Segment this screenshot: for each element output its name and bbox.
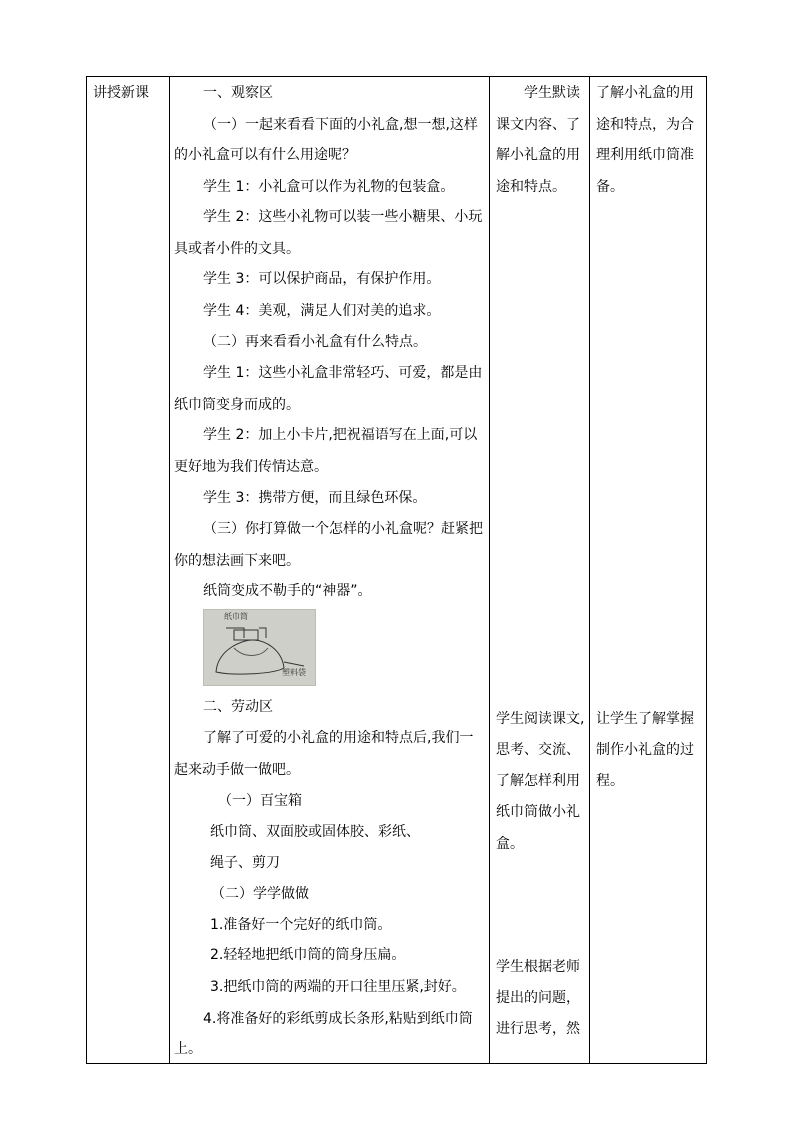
- sketch-label-top: 纸巾筒: [224, 612, 248, 621]
- activity-line: 学生默读: [524, 85, 580, 101]
- activity-line: 进行思考，然: [496, 1021, 580, 1037]
- heading-labor: 二、劳动区: [203, 699, 273, 715]
- activity-line: 纸巾筒做小礼: [496, 804, 580, 820]
- intent-line: 备。: [596, 179, 624, 195]
- paragraph: 起来动手做一做吧。: [174, 762, 300, 778]
- intent-line: 途和特点，为合: [596, 117, 694, 133]
- paragraph: 纸筒变成不勒手的“神器”。: [203, 583, 372, 599]
- sketch-label-right: 塑料袋: [282, 668, 306, 677]
- paragraph: （一）一起来看看下面的小礼盒,想一想,这样: [203, 117, 478, 133]
- activity-line: 课文内容、了: [496, 117, 580, 133]
- paragraph: 的小礼盒可以有什么用途呢？: [174, 147, 356, 163]
- heading-observation: 一、观察区: [203, 85, 273, 101]
- activity-line: 了解怎样利用: [496, 773, 580, 789]
- intent-line: 理利用纸巾筒准: [596, 147, 694, 163]
- paragraph: 你的想法画下来吧。: [174, 553, 300, 569]
- sketch-photo: [203, 609, 316, 686]
- activity-line: 学生根据老师: [496, 959, 580, 975]
- column-divider: [489, 77, 490, 1063]
- column-divider: [589, 77, 590, 1063]
- paragraph: 了解了可爱的小礼盒的用途和特点后,我们一: [203, 730, 474, 746]
- step-item: 上。: [174, 1041, 202, 1057]
- subheading: （一）百宝箱: [218, 793, 302, 809]
- activity-line: 提出的问题，: [496, 990, 580, 1006]
- paragraph: （三）你打算做一个怎样的小礼盒呢？赶紧把: [203, 521, 483, 537]
- column-divider: [169, 77, 170, 1063]
- intent-line: 让学生了解掌握: [596, 711, 694, 727]
- materials-line: 绳子、剪刀: [210, 855, 280, 871]
- intent-line: 了解小礼盒的用: [596, 85, 694, 101]
- intent-line: 制作小礼盒的过: [596, 742, 694, 758]
- materials-line: 纸巾筒、双面胶或固体胶、彩纸、: [210, 824, 420, 840]
- section-header: 讲授新课: [93, 85, 149, 101]
- paragraph: 学生 2：这些小礼物可以装一些小糖果、小玩: [203, 209, 483, 225]
- paragraph: 学生 1：这些小礼盒非常轻巧、可爱，都是由: [203, 365, 483, 381]
- step-item: 4.将准备好的彩纸剪成长条形,粘贴到纸巾筒: [203, 1011, 473, 1027]
- paragraph: 学生 3：携带方便，而且绿色环保。: [203, 490, 427, 506]
- activity-line: 解小礼盒的用: [496, 147, 580, 163]
- paragraph: 学生 4：美观，满足人们对美的追求。: [203, 303, 441, 319]
- activity-line: 思考、交流、: [496, 742, 580, 758]
- paragraph: 更好地为我们传情达意。: [174, 459, 328, 475]
- intent-line: 程。: [596, 773, 624, 789]
- step-item: 1.准备好一个完好的纸巾筒。: [210, 917, 392, 933]
- paragraph: 学生 3：可以保护商品，有保护作用。: [203, 271, 441, 287]
- paragraph: 学生 1：小礼盒可以作为礼物的包装盒。: [203, 179, 455, 195]
- activity-line: 盒。: [496, 836, 524, 852]
- subheading: （二）学学做做: [211, 886, 309, 902]
- paragraph: 具或者小件的文具。: [174, 241, 300, 257]
- step-item: 2.轻轻地把纸巾筒的筒身压扁。: [210, 947, 406, 963]
- activity-line: 途和特点。: [496, 179, 566, 195]
- step-item: 3.把纸巾筒的两端的开口往里压紧,封好。: [210, 979, 466, 995]
- paragraph: （二）再来看看小礼盒有什么特点。: [203, 334, 427, 350]
- activity-line: 学生阅读课文,: [496, 711, 585, 727]
- paragraph: 纸巾筒变身而成的。: [174, 397, 300, 413]
- paragraph: 学生 2：加上小卡片,把祝福语写在上面,可以: [203, 427, 478, 443]
